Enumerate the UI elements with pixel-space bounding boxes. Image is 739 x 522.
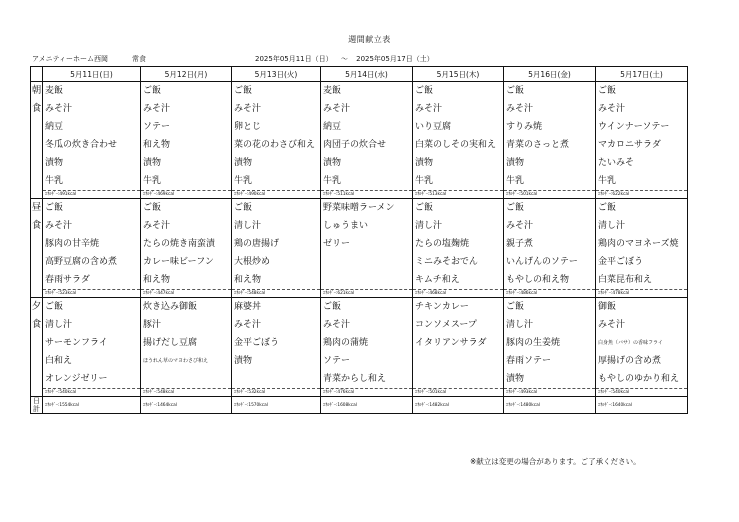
- menu-item: ほうれん草のマヨわさび和え: [143, 358, 209, 364]
- menu-item: 冬瓜の炊き合わせ: [45, 140, 118, 150]
- daily-total-row: [31, 397, 688, 414]
- menu-item: 炊き込み御飯: [143, 302, 198, 312]
- menu-item: 厚揚げの含め煮: [598, 356, 662, 366]
- menu-item: みそ汁: [234, 104, 262, 114]
- menu-item: 揚げだし豆腐: [143, 338, 198, 348]
- kcal-label: ｴﾈﾙｷﾞｰ:491kcal: [43, 190, 140, 198]
- day-header: 5月12日(月): [141, 67, 232, 82]
- menu-item: 春雨ソテー: [506, 356, 552, 366]
- breakfast-day-cell: [232, 82, 321, 199]
- menu-item: 漬物: [45, 158, 64, 168]
- menu-item: 牛乳: [45, 176, 64, 186]
- kcal-label: ｴﾈﾙｷﾞｰ:513kcal: [413, 190, 503, 198]
- menu-item: みそ汁: [143, 104, 171, 114]
- meal-label-char: 食: [31, 103, 42, 114]
- menu-item: 青菜からし和え: [323, 374, 387, 384]
- lunch-day-cell: [141, 199, 232, 298]
- menu-item: ご飯: [143, 203, 162, 213]
- menu-item: 御飯: [598, 302, 617, 312]
- menu-item: ご飯: [45, 302, 64, 312]
- menu-item: みそ汁: [234, 320, 262, 330]
- dinner-row: [31, 298, 688, 397]
- menu-item: サーモンフライ: [45, 338, 108, 348]
- kcal-label: ｴﾈﾙｷﾞｰ:478kcal: [596, 289, 687, 297]
- menu-item: チキンカレー: [415, 302, 469, 312]
- menu-item: 白菜昆布和え: [598, 275, 653, 285]
- menu-item: 野菜味噌ラーメン: [323, 203, 395, 213]
- kcal-label: ｴﾈﾙｷﾞｰ:468kcal: [413, 289, 503, 297]
- breakfast-label: [31, 82, 43, 199]
- menu-item: ご飯: [323, 302, 342, 312]
- period-end: 2025年05月17日（土）: [356, 55, 434, 63]
- lunch-row: [31, 199, 688, 298]
- menu-item: ご飯: [143, 86, 162, 96]
- menu-item: 大根炒め: [234, 257, 271, 267]
- menu-item: ソテー: [323, 356, 351, 366]
- menu-item: 鶏肉の蒲焼: [323, 338, 369, 348]
- menu-item: ご飯: [506, 203, 525, 213]
- daily-total-cell: ｴﾈﾙｷﾞｰ:1482kcal: [413, 397, 504, 414]
- menu-item: すりみ焼: [506, 122, 543, 132]
- kcal-label: ｴﾈﾙｷﾞｰ:622kcal: [596, 190, 687, 198]
- daily-total-cell: ｴﾈﾙｷﾞｰ:1554kcal: [43, 397, 141, 414]
- menu-item: 親子煮: [506, 239, 534, 249]
- day-header: 5月17日(土): [596, 67, 688, 82]
- menu-item: [232, 370, 320, 388]
- menu-item: 牛乳: [143, 176, 162, 186]
- kcal-label: ｴﾈﾙｷﾞｰ:511kcal: [321, 190, 412, 198]
- menu-item: みそ汁: [323, 320, 351, 330]
- breakfast-day-cell: [141, 82, 232, 199]
- facility-name: アメニティーホーム西岡: [32, 55, 109, 63]
- menu-item: たいみそ: [598, 158, 635, 168]
- meal-label-char: 計: [33, 405, 40, 413]
- menu-item: ご飯: [415, 86, 434, 96]
- menu-item: コンソメスープ: [415, 320, 477, 330]
- menu-item: 高野豆腐の含め煮: [45, 257, 118, 267]
- menu-item: ミニみそおでん: [415, 257, 478, 267]
- breakfast-day-cell: [504, 82, 596, 199]
- menu-item: 菜の花のわさび和え: [234, 140, 316, 150]
- dinner-day-cell: [321, 298, 413, 397]
- menu-item: 和え物: [143, 140, 171, 150]
- menu-item: 金平ごぼう: [598, 257, 644, 267]
- menu-item: ご飯: [598, 203, 617, 213]
- menu-item: ご飯: [415, 203, 434, 213]
- menu-item: 漬物: [506, 158, 525, 168]
- day-header: 5月14日(水): [321, 67, 413, 82]
- menu-item: みそ汁: [45, 104, 73, 114]
- lunch-label: [31, 199, 43, 298]
- menu-item: 清し汁: [598, 221, 626, 231]
- menu-item: [413, 352, 503, 370]
- meal-type: 常食: [132, 55, 146, 63]
- lunch-day-cell: [232, 199, 321, 298]
- lunch-day-cell: [596, 199, 688, 298]
- menu-item: [413, 370, 503, 388]
- kcal-label: ｴﾈﾙｷﾞｰ:490kcal: [232, 190, 320, 198]
- breakfast-day-cell: [413, 82, 504, 199]
- corner-cell: [31, 67, 43, 82]
- menu-item: イタリアンサラダ: [415, 338, 487, 348]
- menu-item: 鶏の唐揚げ: [234, 239, 280, 249]
- menu-item: みそ汁: [506, 104, 534, 114]
- menu-item: 和え物: [143, 275, 171, 285]
- menu-item: 清し汁: [415, 221, 443, 231]
- menu-item: 納豆: [45, 122, 64, 132]
- menu-item: キムチ和え: [415, 275, 460, 285]
- menu-item: 金平ごぼう: [234, 338, 280, 348]
- meal-label-char: 朝: [31, 85, 42, 96]
- menu-item: みそ汁: [143, 221, 171, 231]
- menu-item: ご飯: [506, 86, 525, 96]
- change-notice: ※献立は変更の場合があります。ご了承ください。: [470, 457, 641, 466]
- menu-item: ゼリー: [323, 239, 351, 249]
- day-header-row: [31, 67, 688, 82]
- menu-item: 和え物: [234, 275, 262, 285]
- dinner-label: [31, 298, 43, 397]
- menu-item: マカロニサラダ: [598, 140, 661, 150]
- menu-item: ウインナーソテー: [598, 122, 670, 132]
- menu-item: 鶏肉のマヨネーズ焼: [598, 239, 679, 249]
- menu-item: 麻婆丼: [234, 302, 262, 312]
- breakfast-day-cell: [321, 82, 413, 199]
- menu-item: 牛乳: [323, 176, 342, 186]
- menu-item: ご飯: [45, 203, 64, 213]
- menu-item: カレー味ビーフン: [143, 257, 214, 267]
- date-period: [255, 54, 440, 64]
- breakfast-row: [31, 82, 688, 199]
- dinner-day-cell: [43, 298, 141, 397]
- dinner-day-cell: [504, 298, 596, 397]
- meal-label-char: 食: [31, 319, 42, 330]
- menu-item: 麦飯: [323, 86, 342, 96]
- menu-item: オレンジゼリー: [45, 374, 108, 384]
- menu-item: 牛乳: [506, 176, 525, 186]
- menu-item: 麦飯: [45, 86, 64, 96]
- kcal-label: ｴﾈﾙｷﾞｰ:476kcal: [321, 388, 412, 396]
- menu-item: ご飯: [234, 203, 253, 213]
- menu-item: みそ汁: [598, 104, 626, 114]
- menu-item: もやしの和え物: [506, 275, 570, 285]
- lunch-day-cell: [43, 199, 141, 298]
- menu-item: 漬物: [234, 158, 253, 168]
- menu-item: 納豆: [323, 122, 342, 132]
- menu-item: ご飯: [506, 302, 525, 312]
- menu-item: 牛乳: [234, 176, 253, 186]
- menu-item: 漬物: [234, 356, 253, 366]
- menu-item: みそ汁: [598, 320, 626, 330]
- total-label: [31, 397, 43, 414]
- menu-item: 卵とじ: [234, 122, 262, 132]
- kcal-label: ｴﾈﾙｷﾞｰ:447kcal: [141, 289, 231, 297]
- menu-item: みそ汁: [323, 104, 351, 114]
- meal-label-char: 昼: [31, 202, 42, 213]
- menu-item: みそ汁: [45, 221, 73, 231]
- kcal-label: ｴﾈﾙｷﾞｰ:540kcal: [596, 388, 687, 396]
- weekly-menu-table: [30, 66, 688, 414]
- daily-total-cell: ｴﾈﾙｷﾞｰ:1480kcal: [504, 397, 596, 414]
- day-header: 5月16日(金): [504, 67, 596, 82]
- daily-total-cell: ｴﾈﾙｷﾞｰ:1570kcal: [232, 397, 321, 414]
- menu-item: 漬物: [143, 158, 162, 168]
- menu-item: 春雨サラダ: [45, 275, 90, 285]
- meal-label-char: 食: [31, 220, 42, 231]
- menu-item: [141, 370, 231, 388]
- daily-total-cell: ｴﾈﾙｷﾞｰ:1640kcal: [596, 397, 688, 414]
- menu-item: 豚肉の生姜焼: [506, 338, 561, 348]
- menu-item: いり豆腐: [415, 122, 452, 132]
- kcal-label: ｴﾈﾙｷﾞｰ:540kcal: [43, 388, 140, 396]
- menu-item: ご飯: [598, 86, 617, 96]
- kcal-label: ｴﾈﾙｷﾞｰ:469kcal: [141, 190, 231, 198]
- lunch-day-cell: [413, 199, 504, 298]
- kcal-label: ｴﾈﾙｷﾞｰ:486kcal: [504, 289, 595, 297]
- dinner-day-cell: [596, 298, 688, 397]
- menu-item: [321, 271, 412, 289]
- menu-item: 豚汁: [143, 320, 162, 330]
- period-separator: ～: [340, 55, 348, 63]
- menu-item: 漬物: [415, 158, 434, 168]
- menu-item: 青菜のさっと煮: [506, 140, 570, 150]
- menu-item: いんげんのソテー: [506, 257, 578, 267]
- menu-item: 清し汁: [506, 320, 534, 330]
- kcal-label: ｴﾈﾙｷﾞｰ:501kcal: [413, 388, 503, 396]
- menu-item: ソテー: [143, 122, 171, 132]
- daily-total-cell: ｴﾈﾙｷﾞｰ:1464kcal: [141, 397, 232, 414]
- menu-item: 清し汁: [234, 221, 262, 231]
- day-header: 5月11日(日): [43, 67, 141, 82]
- kcal-label: ｴﾈﾙｷﾞｰ:621kcal: [321, 289, 412, 297]
- breakfast-day-cell: [43, 82, 141, 199]
- menu-item: みそ汁: [506, 221, 534, 231]
- daily-total-cell: ｴﾈﾙｷﾞｰ:1608kcal: [321, 397, 413, 414]
- kcal-label: ｴﾈﾙｷﾞｰ:532kcal: [232, 388, 320, 396]
- menu-item: 白身魚（バサ）の香味フライ: [598, 340, 663, 346]
- dinner-day-cell: [232, 298, 321, 397]
- menu-item: たらの塩麹焼: [415, 239, 470, 249]
- page-title: 週間献立表: [348, 35, 391, 44]
- menu-item: みそ汁: [415, 104, 443, 114]
- menu-item: 牛乳: [598, 176, 617, 186]
- menu-item: たらの焼き南蛮漬: [143, 239, 216, 249]
- kcal-label: ｴﾈﾙｷﾞｰ:548kcal: [232, 289, 320, 297]
- day-header: 5月13日(火): [232, 67, 321, 82]
- menu-item: [321, 253, 412, 271]
- menu-item: 肉団子の炊合せ: [323, 140, 387, 150]
- lunch-day-cell: [321, 199, 413, 298]
- menu-item: 豚肉の甘辛焼: [45, 239, 100, 249]
- breakfast-day-cell: [596, 82, 688, 199]
- day-header: 5月15日(木): [413, 67, 504, 82]
- kcal-label: ｴﾈﾙｷﾞｰ:548kcal: [141, 388, 231, 396]
- meal-label-char: 夕: [31, 301, 42, 312]
- period-start: 2025年05月11日（日）: [255, 55, 333, 63]
- dinner-day-cell: [413, 298, 504, 397]
- menu-item: ご飯: [234, 86, 253, 96]
- dinner-day-cell: [141, 298, 232, 397]
- menu-item: 白菜のしその実和え: [415, 140, 497, 150]
- lunch-day-cell: [504, 199, 596, 298]
- menu-item: 漬物: [506, 374, 525, 384]
- meal-label-char: 日: [33, 397, 40, 405]
- kcal-label: ｴﾈﾙｷﾞｰ:523kcal: [43, 289, 140, 297]
- menu-item: 白和え: [45, 356, 73, 366]
- kcal-label: ｴﾈﾙｷﾞｰ:501kcal: [504, 190, 595, 198]
- menu-item: もやしのゆかり和え: [598, 374, 680, 384]
- menu-item: 清し汁: [45, 320, 73, 330]
- menu-item: 牛乳: [415, 176, 434, 186]
- kcal-label: ｴﾈﾙｷﾞｰ:493kcal: [504, 388, 595, 396]
- menu-item: 漬物: [323, 158, 342, 168]
- menu-item: しゅうまい: [323, 221, 369, 231]
